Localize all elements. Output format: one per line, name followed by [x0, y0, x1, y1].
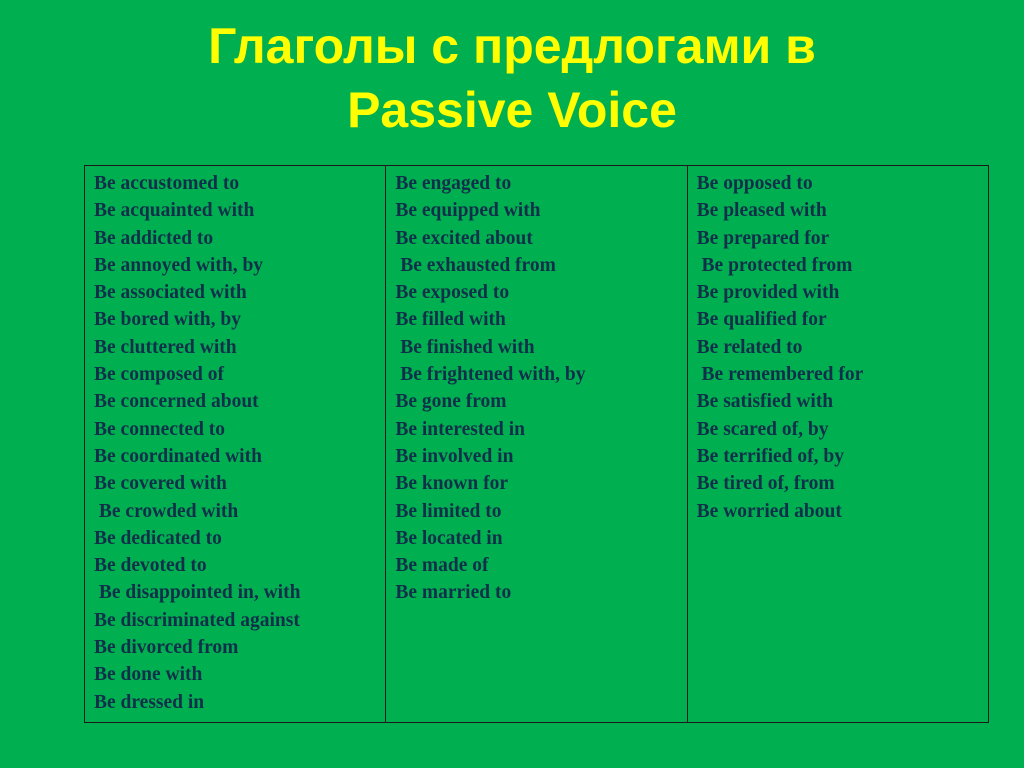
verb-phrase: Be terrified of, by: [696, 445, 844, 467]
verb-phrase: Be prepared for: [696, 227, 830, 249]
verb-phrase: Be coordinated with: [94, 445, 262, 467]
verb-phrase: Be crowded with: [94, 500, 239, 522]
verb-phrase: Be related to: [696, 336, 803, 358]
verb-phrase: Be tired of, from: [696, 473, 835, 495]
verb-phrase: Be known for: [395, 473, 509, 495]
verb-phrase: Be finished with: [395, 336, 535, 358]
verb-phrase: Be limited to: [395, 500, 502, 522]
verb-phrase: Be remembered for: [696, 364, 864, 386]
verb-phrase: Be opposed to: [696, 173, 813, 194]
verb-phrase: Be addicted to: [94, 227, 214, 249]
verb-phrase: Be connected to: [94, 418, 226, 440]
verb-phrase: Be bored with, by: [94, 309, 241, 331]
table-row: [85, 166, 989, 723]
title-line-1: Глаголы с предлогами в: [208, 18, 816, 74]
verb-phrase: Be gone from: [395, 391, 507, 413]
verb-phrase: Be frightened with, by: [395, 364, 586, 386]
verb-phrase: Be divorced from: [94, 637, 239, 659]
verb-phrase: Be involved in: [395, 445, 514, 467]
column-1: [85, 166, 386, 723]
verb-list: [395, 170, 686, 607]
verb-phrase: Be provided with: [696, 282, 840, 304]
verb-list: [697, 170, 988, 525]
title-line-2: Passive Voice: [347, 82, 677, 138]
verb-phrase: Be equipped with: [395, 200, 541, 222]
verb-phrase: Be excited about: [395, 227, 533, 249]
verb-phrase: Be done with: [94, 664, 203, 686]
slide-title: [0, 14, 1024, 142]
verb-phrase: Be made of: [395, 555, 489, 577]
verb-phrase: Be protected from: [696, 254, 853, 276]
verb-phrase: Be exhausted from: [395, 254, 556, 276]
verb-phrase: Be located in: [395, 527, 503, 549]
verb-phrase: Be exposed to: [395, 282, 510, 304]
verbs-table: [84, 165, 989, 723]
verb-phrase: Be satisfied with: [696, 391, 834, 413]
verb-phrase: Be disappointed in, with: [94, 582, 301, 604]
verb-phrase: Be qualified for: [696, 309, 827, 331]
verb-phrase: Be engaged to: [395, 173, 512, 194]
verb-phrase: Be annoyed with, by: [94, 254, 264, 276]
verb-phrase: Be covered with: [94, 473, 227, 495]
verb-phrase: Be pleased with: [696, 200, 827, 222]
verb-phrase: Be accustomed to: [94, 173, 240, 194]
verb-phrase: Be dressed in: [94, 691, 205, 713]
verb-phrase: Be devoted to: [94, 555, 207, 577]
verb-list: [94, 170, 385, 716]
verb-phrase: Be married to: [395, 582, 512, 604]
verb-phrase: Be interested in: [395, 418, 525, 440]
verb-phrase: Be dedicated to: [94, 527, 222, 549]
verb-phrase: Be worried about: [696, 500, 842, 522]
verb-phrase: Be cluttered with: [94, 336, 237, 358]
verb-phrase: Be scared of, by: [696, 418, 829, 440]
verb-phrase: Be composed of: [94, 364, 224, 386]
verb-phrase: Be discriminated against: [94, 609, 300, 631]
verb-phrase: Be associated with: [94, 282, 247, 304]
verb-phrase: Be acquainted with: [94, 200, 255, 222]
column-3: [687, 166, 988, 723]
column-2: [386, 166, 687, 723]
verb-phrase: Be concerned about: [94, 391, 259, 413]
verb-phrase: Be filled with: [395, 309, 506, 331]
